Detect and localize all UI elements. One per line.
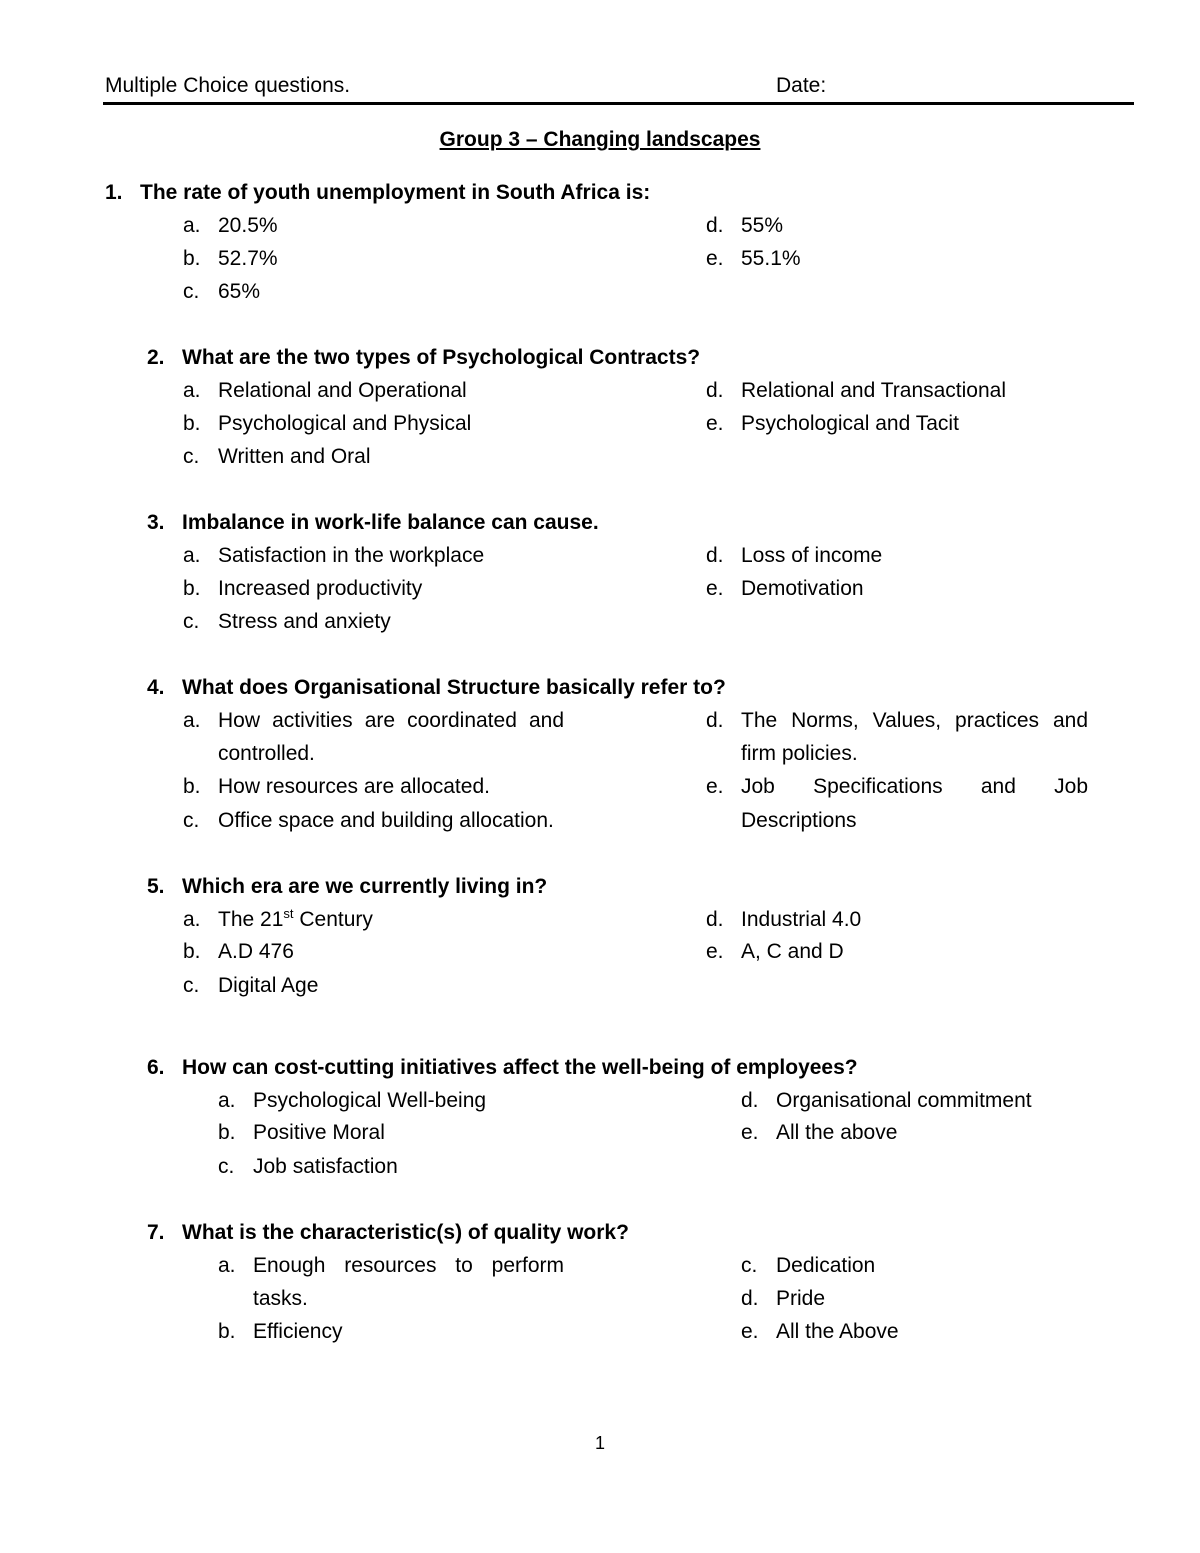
question-1: [105, 181, 650, 205]
option-5e: e. A, C and D: [706, 940, 844, 963]
option-7b: b. Efficiency: [218, 1320, 343, 1343]
question-5: [147, 875, 547, 899]
page-title: Group 3 – Changing landscapes: [439, 128, 761, 151]
option-7a-line1: Enough resources to perform: [253, 1254, 564, 1277]
option-3e: e. Demotivation: [706, 577, 864, 600]
question-number: 2.: [147, 346, 165, 369]
option-7e: e. All the Above: [741, 1320, 899, 1343]
option-4e: e.: [706, 775, 724, 798]
option-2e: e. Psychological and Tacit: [706, 412, 959, 435]
option-7a-line2: tasks.: [253, 1287, 308, 1310]
option-2a: a. Relational and Operational: [183, 379, 467, 402]
question-number: 3.: [147, 511, 165, 534]
option-7d: d. Pride: [741, 1287, 826, 1310]
question-6: [147, 1056, 858, 1080]
option-7c: c. Dedication: [741, 1254, 876, 1277]
option-4b: b. How resources are allocated.: [183, 775, 490, 798]
option-6c: c. Job satisfaction: [218, 1155, 398, 1178]
question-text: What is the characteristic(s) of quality work?: [182, 1221, 629, 1244]
option-6a: a. Psychological Well-being: [218, 1089, 487, 1112]
question-2: [147, 346, 700, 370]
option-1c: c. 65%: [183, 280, 261, 303]
option-5b: b. A.D 476: [183, 940, 294, 963]
question-text: Which era are we currently living in?: [182, 875, 548, 898]
option-2b: b. Psychological and Physical: [183, 412, 472, 435]
option-6d: d. Organisational commitment: [741, 1089, 1032, 1112]
option-1d: d. 55%: [706, 214, 784, 237]
question-number: 1.: [105, 181, 123, 204]
option-1a: a. 20.5%: [183, 214, 278, 237]
question-text: Imbalance in work-life balance can cause.: [182, 511, 599, 534]
page-number: 1: [594, 1433, 605, 1453]
option-2c: c. Written and Oral: [183, 445, 371, 468]
option-4e-line1: Job Specifications and Job: [741, 775, 1088, 798]
option-4d-line2: firm policies.: [741, 742, 858, 765]
question-number: 7.: [147, 1221, 165, 1244]
option-3c: c. Stress and anxiety: [183, 610, 391, 633]
option-4d-line1: The Norms, Values, practices and: [741, 709, 1088, 732]
option-4c: c. Office space and building allocation.: [183, 809, 554, 832]
option-5d: d. Industrial 4.0: [706, 908, 862, 931]
option-7a: a.: [218, 1254, 236, 1277]
question-text: How can cost-cutting initiatives affect the well-being of employees?: [182, 1056, 858, 1079]
question-4: [147, 676, 726, 700]
option-4a: a.: [183, 709, 201, 732]
option-3d: d. Loss of income: [706, 544, 883, 567]
option-4a-line2: controlled.: [218, 742, 315, 765]
option-4a-line1: How activities are coordinated and: [218, 709, 564, 732]
option-4d: d.: [706, 709, 724, 732]
question-3: [147, 511, 599, 535]
question-number: 4.: [147, 676, 165, 699]
question-text: What are the two types of Psychological Contracts?: [182, 346, 701, 369]
option-3a: a. Satisfaction in the workplace: [183, 544, 485, 567]
question-7: [147, 1221, 629, 1245]
option-2d: d. Relational and Transactional: [706, 379, 1007, 402]
option-4e-line2: Descriptions: [741, 809, 857, 832]
option-3b: b. Increased productivity: [183, 577, 423, 600]
question-text: What does Organisational Structure basically refer to?: [182, 676, 726, 699]
question-number: 6.: [147, 1056, 165, 1079]
option-5a: a. The 21st Century: [183, 906, 373, 931]
option-5c: c. Digital Age: [183, 974, 319, 997]
option-6e: e. All the above: [741, 1121, 898, 1144]
header-title: Multiple Choice questions.: [105, 74, 351, 97]
header-rule: [103, 102, 1134, 105]
question-text: The rate of youth unemployment in South Africa is:: [140, 181, 651, 204]
option-1b: b. 52.7%: [183, 247, 278, 270]
option-6b: b. Positive Moral: [218, 1121, 385, 1144]
header-date-label: Date:: [776, 74, 827, 97]
question-number: 5.: [147, 875, 165, 898]
option-1e: e. 55.1%: [706, 247, 801, 270]
